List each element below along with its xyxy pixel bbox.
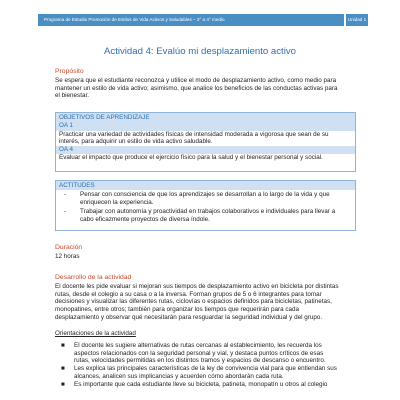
attitude-line: enriquecen la experiencia. bbox=[80, 198, 154, 206]
development-heading: Desarrollo de la actividad bbox=[55, 274, 132, 281]
objective-line: Practicar una variedad de actividades físicas de intensidad moderada a vigorosa que sean de su bbox=[59, 130, 329, 138]
attitude-item bbox=[56, 191, 355, 206]
development-line: desplazamiento y observar qué necesitarán para resguardar la seguridad individual y del grupo. bbox=[55, 313, 323, 321]
objective-code: OA 1 bbox=[56, 122, 355, 131]
program-header-bar: Programa de Estudio Promoción de Estilos de Vida Activos y Saludables – 3° a 4° medio bbox=[38, 14, 344, 26]
square-bullet-icon: ■ bbox=[61, 342, 65, 349]
attitude-line: cabo eficazmente proyectos de diversa índole. bbox=[80, 215, 210, 223]
development-text bbox=[55, 283, 355, 322]
square-bullet-icon: ■ bbox=[61, 380, 65, 388]
list-item bbox=[55, 365, 360, 380]
development-line: decisiones y visualizar las diferentes rutas, ciclovías o espacios definidos para bicicletas, patinetas, bbox=[55, 298, 332, 306]
duration-value bbox=[55, 253, 355, 261]
unit-badge: Unidad 1 bbox=[346, 14, 368, 26]
dash-marker: - bbox=[64, 208, 67, 216]
objective-line: interés, para adquirir un estilo de vida activo saludable. bbox=[59, 138, 213, 146]
development-line: rutas, desde el colegio a su casa o a la inversa. Forman grupos de 5 o 6 integrantes para tomar bbox=[55, 290, 322, 298]
orientations-heading: Orientaciones de la actividad bbox=[55, 330, 136, 337]
objectives-heading: OBJETIVOS DE APRENDIZAJE bbox=[56, 113, 355, 122]
dash-marker: - bbox=[64, 191, 67, 198]
development-line: monopatines, entre otros; también para organizar los tiempos que requerirán para cada bbox=[55, 306, 299, 314]
purpose-line: Se espera que el estudiante reconozca y utilice el modo de desplazamiento activo, como medio para bbox=[55, 77, 337, 84]
development-line: El docente les pide evaluar si mejoran sus tiempos de desplazamiento activo en bicicleta por distintas bbox=[55, 283, 339, 290]
attitude-item bbox=[56, 208, 355, 223]
purpose-line: el bienestar. bbox=[55, 92, 89, 100]
orientation-line: rutas, velocidades permitidas en los distintos tramos y espacios de descanso o encuentro. bbox=[74, 357, 326, 365]
attitude-line: Trabajar con autonomía y proactividad en trabajos colaborativos e individuales para llevar a bbox=[80, 208, 336, 216]
objective-code: OA 4 bbox=[56, 146, 355, 155]
list-item bbox=[55, 381, 360, 389]
purpose-heading: Propósito bbox=[55, 68, 84, 75]
purpose-text bbox=[55, 77, 355, 100]
orientation-line: Es importante que cada estudiante lleve su bicicleta, patineta, monopatín u otros al colegio bbox=[74, 380, 328, 388]
list-item bbox=[55, 342, 360, 365]
attitude-line: Pensar con consciencia de que los aprendizajes se desarrollan a lo largo de la vida y que bbox=[80, 191, 330, 198]
orientation-line: aspectos relacionados con la seguridad personal y vial, y destaca puntos críticos de esas bbox=[74, 349, 324, 357]
attitudes-heading: ACTITUDES bbox=[56, 181, 355, 190]
purpose-line: mantener un estilo de vida activo; asimismo, que analice los beneficios de las conductas activas para bbox=[55, 84, 338, 92]
orientation-line: El docente les sugiere alternativas de rutas cercanas al establecimiento, les recuerda los bbox=[74, 342, 322, 349]
orientations-list bbox=[55, 342, 360, 389]
orientation-line: Les explica las principales características de la ley de convivencia vial para que entiendan sus bbox=[74, 365, 337, 373]
square-bullet-icon: ■ bbox=[61, 365, 65, 373]
duration-text: 12 horas bbox=[55, 253, 80, 260]
duration-heading: Duración bbox=[55, 244, 83, 251]
objectives-box bbox=[55, 112, 356, 172]
attitudes-box bbox=[55, 180, 356, 231]
activity-title: Actividad 4: Evalúo mi desplazamiento activo bbox=[104, 46, 296, 57]
orientation-line: alcances, analicen sus implicancias y acuerden cómo abordarán cada ruta. bbox=[74, 372, 284, 380]
objective-line: Evaluar el impacto que produce el ejercicio físico para la salud y el bienestar personal y social. bbox=[59, 154, 323, 162]
